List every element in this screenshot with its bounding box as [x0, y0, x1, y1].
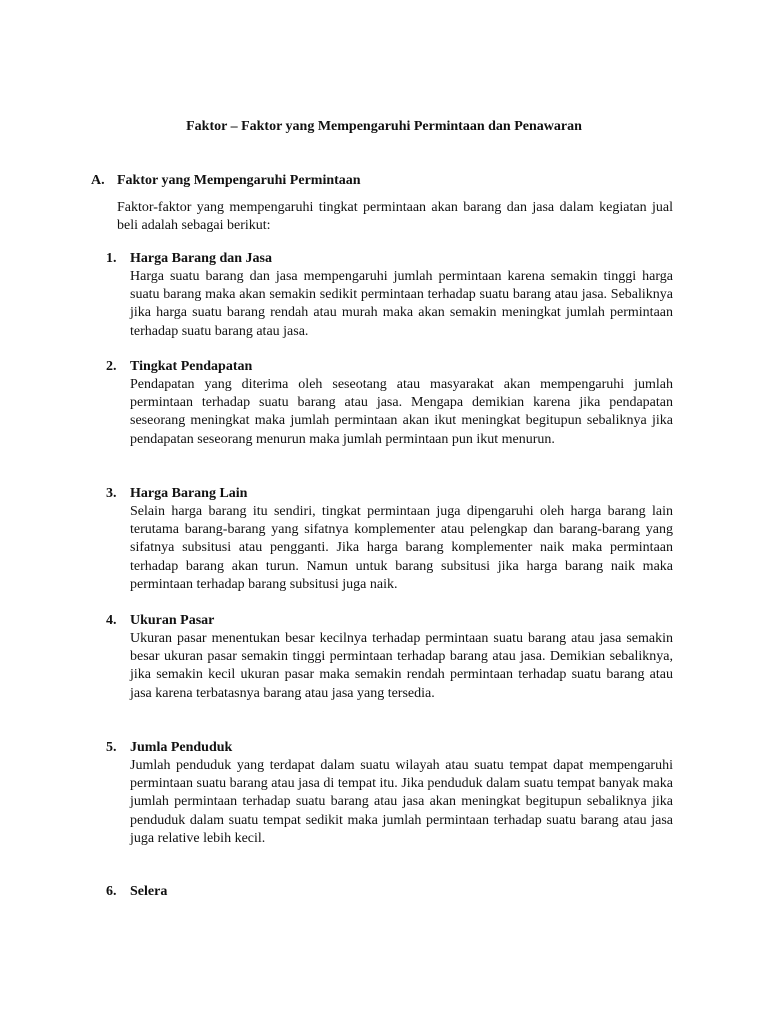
list-item-heading [106, 739, 673, 757]
section-letter: A. [91, 173, 105, 188]
list-item-body: Harga suatu barang dan jasa mempengaruhi jumlah permintaan karena semakin tinggi harga suatu barang maka akan semakin sedikit permintaan terhadap suatu barang atau jasa. Sebaliknya jika harga suatu barang rendah atau murah maka akan semakin meningkat jumlah permintaan terhadap suatu barang atau jasa. [130, 269, 673, 339]
list-item-heading [106, 883, 673, 901]
list-item-selera [106, 883, 673, 901]
list-item-number: 1. [106, 251, 117, 266]
section-a-heading [91, 172, 361, 190]
list-item-title: Selera [130, 884, 168, 899]
list-item-tingkat-pendapatan [106, 358, 673, 449]
section-intro-paragraph: Faktor-faktor yang mempengaruhi tingkat permintaan akan barang dan jasa dalam kegiatan jual beli adalah sebagai berikut: [117, 200, 673, 233]
list-item-number: 4. [106, 613, 117, 628]
list-item-jumla-penduduk [106, 739, 673, 848]
list-item-title: Harga Barang dan Jasa [130, 251, 272, 266]
list-item-number: 5. [106, 740, 117, 755]
list-item-heading [106, 358, 673, 376]
list-item-body: Jumlah penduduk yang terdapat dalam suatu wilayah atau suatu tempat dapat mempengaruhi permintaan suatu barang atau jasa di tempat itu. Jika penduduk dalam suatu tempat banyak maka jumlah permintaan terhadap suatu barang atau jasa akan meningkat begitupun sebaliknya jika penduduk dalam suatu tempat sedikit maka jumlah permintaan terhadap suatu barang atau jasa juga relative lebih kecil. [130, 758, 673, 846]
list-item-title: Tingkat Pendapatan [130, 359, 253, 374]
list-item-number: 6. [106, 884, 117, 899]
list-item-ukuran-pasar [106, 612, 673, 703]
list-item-title: Jumla Penduduk [130, 740, 233, 755]
list-item-number: 3. [106, 486, 117, 501]
document-title: Faktor – Faktor yang Mempengaruhi Permintaan dan Penawaran [186, 119, 582, 134]
list-item-heading [106, 485, 673, 503]
list-item-title: Harga Barang Lain [130, 486, 248, 501]
list-item-body: Selain harga barang itu sendiri, tingkat permintaan juga dipengaruhi oleh harga barang lain terutama barang-barang yang sifatnya komplementer atau pelengkap dan barang-barang yang sifatnya subsitusi atau pengganti. Jika harga barang komplementer naik maka permintaan terhadap barang akan turun. Namun untuk barang subsitusi jika harga barang naik maka permintaan terhadap barang subsitusi juga naik. [130, 504, 673, 592]
list-item-heading [106, 250, 673, 268]
list-item-harga-barang-lain [106, 485, 673, 594]
list-item-body: Ukuran pasar menentukan besar kecilnya terhadap permintaan suatu barang atau jasa semakin besar ukuran pasar semakin tinggi permintaan terhadap barang atau jasa. Demikian sebaliknya, jika semakin kecil ukuran pasar maka semakin rendah permintaan terhadap suatu barang atau jasa karena terbatasnya barang atau jasa yang tersedia. [130, 631, 673, 701]
list-item-title: Ukuran Pasar [130, 613, 215, 628]
list-item-harga-barang-dan-jasa [106, 250, 673, 341]
section-heading-text: Faktor yang Mempengaruhi Permintaan [117, 173, 361, 188]
list-item-body: Pendapatan yang diterima oleh seseotang atau masyarakat akan mempengaruhi jumlah permintaan terhadap suatu barang atau jasa. Mengapa demikian karena jika pendapatan seseorang meningkat maka jumlah permintaan akan ikut meningkat begitupun sebaliknya jika pendapatan seseorang menurun maka jumlah permintaan pun ikut menurun. [130, 377, 673, 447]
list-item-heading [106, 612, 673, 630]
list-item-number: 2. [106, 359, 117, 374]
